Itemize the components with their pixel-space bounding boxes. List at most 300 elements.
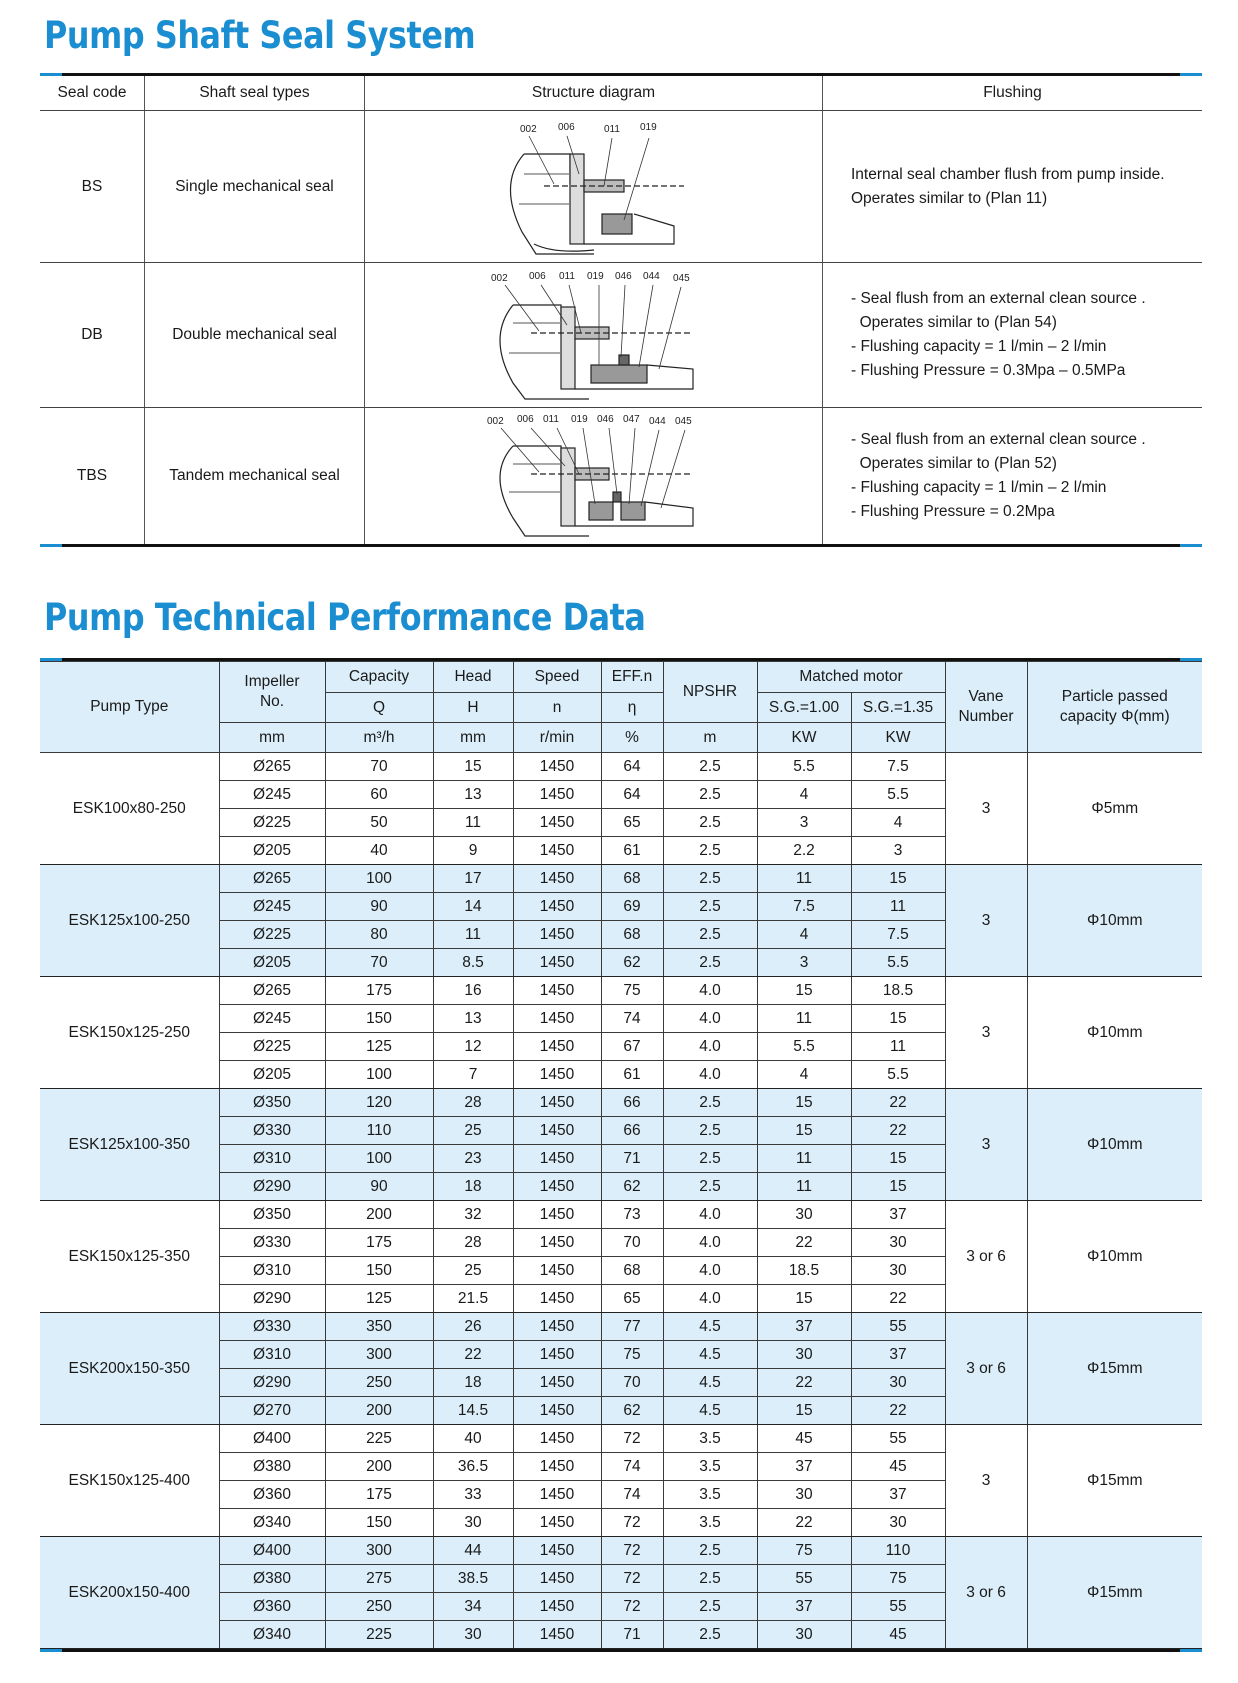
eff-cell: 77 <box>601 1313 663 1341</box>
particle-cell: Φ5mm <box>1027 753 1202 865</box>
capacity-cell: 110 <box>325 1117 433 1145</box>
speed-cell: 1450 <box>513 753 601 781</box>
flushing-line: Operates similar to (Plan 54) <box>851 314 1057 331</box>
seal-row-db <box>40 263 1202 408</box>
motor-sg2-cell: 15 <box>851 1173 945 1201</box>
speed-cell: 1450 <box>513 1565 601 1593</box>
head-cell: 15 <box>433 753 513 781</box>
header-h: H <box>433 693 513 723</box>
capacity-cell: 70 <box>325 949 433 977</box>
structure-diagram-tbs <box>365 408 823 544</box>
head-cell: 17 <box>433 865 513 893</box>
head-cell: 28 <box>433 1089 513 1117</box>
header-matched-motor: Matched motor <box>757 662 945 693</box>
capacity-cell: 90 <box>325 1173 433 1201</box>
flushing-line: - Flushing capacity = 1 l/min – 2 l/min <box>851 479 1107 496</box>
motor-sg1-cell: 15 <box>757 1117 851 1145</box>
speed-cell: 1450 <box>513 865 601 893</box>
motor-sg2-cell: 18.5 <box>851 977 945 1005</box>
motor-sg1-cell: 4 <box>757 781 851 809</box>
single-seal-diagram <box>484 114 704 260</box>
table-row <box>40 1201 1202 1229</box>
seal-table <box>40 73 1202 547</box>
head-cell: 32 <box>433 1201 513 1229</box>
head-cell: 9 <box>433 837 513 865</box>
capacity-cell: 70 <box>325 753 433 781</box>
eff-cell: 65 <box>601 809 663 837</box>
vane-number-cell: 3 <box>945 1089 1027 1201</box>
motor-sg1-cell: 30 <box>757 1481 851 1509</box>
particle-cell: Φ15mm <box>1027 1425 1202 1537</box>
header-n: n <box>513 693 601 723</box>
impeller-cell: Ø330 <box>219 1229 325 1257</box>
pump-type-cell: ESK150x125-350 <box>40 1201 219 1313</box>
pump-type-cell: ESK125x100-350 <box>40 1089 219 1201</box>
motor-sg2-cell: 5.5 <box>851 781 945 809</box>
speed-cell: 1450 <box>513 809 601 837</box>
motor-sg2-cell: 30 <box>851 1229 945 1257</box>
pump-type-cell: ESK200x150-400 <box>40 1537 219 1649</box>
npshr-cell: 3.5 <box>663 1481 757 1509</box>
motor-sg1-cell: 30 <box>757 1201 851 1229</box>
motor-sg2-cell: 7.5 <box>851 921 945 949</box>
motor-sg2-cell: 15 <box>851 865 945 893</box>
npshr-cell: 3.5 <box>663 1425 757 1453</box>
eff-cell: 66 <box>601 1117 663 1145</box>
speed-cell: 1450 <box>513 1285 601 1313</box>
impeller-cell: Ø400 <box>219 1537 325 1565</box>
tandem-seal-diagram <box>479 410 709 542</box>
motor-sg2-cell: 22 <box>851 1285 945 1313</box>
table-top-rule <box>40 73 1202 76</box>
motor-sg1-cell: 18.5 <box>757 1257 851 1285</box>
part-label: 044 <box>642 271 660 282</box>
speed-cell: 1450 <box>513 1593 601 1621</box>
header-pump-type: Pump Type <box>40 662 219 753</box>
motor-sg1-cell: 15 <box>757 1285 851 1313</box>
head-cell: 44 <box>433 1537 513 1565</box>
motor-sg1-cell: 4 <box>757 1061 851 1089</box>
motor-sg1-cell: 15 <box>757 1089 851 1117</box>
structure-diagram-bs <box>365 111 823 262</box>
speed-cell: 1450 <box>513 837 601 865</box>
impeller-cell: Ø360 <box>219 1481 325 1509</box>
eff-cell: 74 <box>601 1005 663 1033</box>
vane-number-cell: 3 <box>945 1425 1027 1537</box>
motor-sg1-cell: 3 <box>757 949 851 977</box>
part-label: 011 <box>603 123 620 135</box>
eff-cell: 64 <box>601 753 663 781</box>
npshr-cell: 2.5 <box>663 893 757 921</box>
flushing-cell <box>823 408 1202 544</box>
eff-cell: 61 <box>601 837 663 865</box>
npshr-cell: 2.5 <box>663 1593 757 1621</box>
motor-sg2-cell: 55 <box>851 1593 945 1621</box>
capacity-cell: 125 <box>325 1285 433 1313</box>
header-particle: Particle passed capacity Φ(mm) <box>1027 662 1202 753</box>
speed-cell: 1450 <box>513 1061 601 1089</box>
header-seal-code: Seal code <box>40 76 145 110</box>
motor-sg2-cell: 75 <box>851 1565 945 1593</box>
motor-sg1-cell: 30 <box>757 1621 851 1649</box>
unit-pct: % <box>601 723 663 753</box>
table-row <box>40 1313 1202 1341</box>
impeller-cell: Ø340 <box>219 1509 325 1537</box>
npshr-cell: 4.5 <box>663 1369 757 1397</box>
npshr-cell: 4.0 <box>663 1257 757 1285</box>
motor-sg2-cell: 37 <box>851 1481 945 1509</box>
pump-type-cell: ESK100x80-250 <box>40 753 219 865</box>
npshr-cell: 4.5 <box>663 1397 757 1425</box>
motor-sg2-cell: 55 <box>851 1313 945 1341</box>
motor-sg1-cell: 75 <box>757 1537 851 1565</box>
part-label: 011 <box>542 414 559 425</box>
speed-cell: 1450 <box>513 921 601 949</box>
npshr-cell: 4.0 <box>663 1061 757 1089</box>
seal-code: DB <box>40 263 145 407</box>
head-cell: 30 <box>433 1509 513 1537</box>
npshr-cell: 4.0 <box>663 1005 757 1033</box>
motor-sg1-cell: 11 <box>757 1173 851 1201</box>
motor-sg1-cell: 7.5 <box>757 893 851 921</box>
capacity-cell: 80 <box>325 921 433 949</box>
impeller-cell: Ø205 <box>219 949 325 977</box>
impeller-cell: Ø245 <box>219 893 325 921</box>
header-flushing: Flushing <box>983 84 1042 101</box>
impeller-cell: Ø330 <box>219 1313 325 1341</box>
capacity-cell: 200 <box>325 1453 433 1481</box>
pump-type-cell: ESK150x125-400 <box>40 1425 219 1537</box>
performance-data-table <box>40 661 1202 1649</box>
eff-cell: 72 <box>601 1565 663 1593</box>
header-npshr: NPSHR <box>663 662 757 723</box>
motor-sg2-cell: 37 <box>851 1201 945 1229</box>
table-row <box>40 1089 1202 1117</box>
part-label: 019 <box>639 121 657 133</box>
capacity-cell: 350 <box>325 1313 433 1341</box>
head-cell: 7 <box>433 1061 513 1089</box>
head-cell: 26 <box>433 1313 513 1341</box>
capacity-cell: 100 <box>325 1061 433 1089</box>
capacity-cell: 200 <box>325 1201 433 1229</box>
eff-cell: 72 <box>601 1537 663 1565</box>
vane-number-cell: 3 <box>945 753 1027 865</box>
capacity-cell: 250 <box>325 1593 433 1621</box>
motor-sg1-cell: 22 <box>757 1369 851 1397</box>
npshr-cell: 4.5 <box>663 1341 757 1369</box>
npshr-cell: 2.5 <box>663 1089 757 1117</box>
header-speed: Speed <box>513 662 601 693</box>
flushing-line: - Flushing Pressure = 0.3Mpa – 0.5MPa <box>851 362 1126 379</box>
capacity-cell: 225 <box>325 1621 433 1649</box>
seal-table-header <box>40 76 1202 111</box>
npshr-cell: 4.5 <box>663 1313 757 1341</box>
unit-rmin: r/min <box>513 723 601 753</box>
eff-cell: 67 <box>601 1033 663 1061</box>
unit-mm: mm <box>433 723 513 753</box>
capacity-cell: 275 <box>325 1565 433 1593</box>
speed-cell: 1450 <box>513 893 601 921</box>
part-label: 006 <box>516 414 534 425</box>
npshr-cell: 4.0 <box>663 1201 757 1229</box>
impeller-cell: Ø380 <box>219 1453 325 1481</box>
motor-sg2-cell: 45 <box>851 1453 945 1481</box>
capacity-cell: 175 <box>325 1229 433 1257</box>
pump-type-cell: ESK125x100-250 <box>40 865 219 977</box>
capacity-cell: 150 <box>325 1005 433 1033</box>
part-label: 002 <box>519 123 537 135</box>
speed-cell: 1450 <box>513 1117 601 1145</box>
double-seal-diagram <box>479 265 709 405</box>
seal-section-title: Pump Shaft Seal System <box>44 14 476 57</box>
motor-sg1-cell: 5.5 <box>757 753 851 781</box>
speed-cell: 1450 <box>513 1173 601 1201</box>
eff-cell: 62 <box>601 1397 663 1425</box>
motor-sg1-cell: 45 <box>757 1425 851 1453</box>
motor-sg2-cell: 7.5 <box>851 753 945 781</box>
eff-cell: 71 <box>601 1621 663 1649</box>
flushing-cell <box>823 263 1202 407</box>
part-label: 044 <box>648 416 666 427</box>
table-row <box>40 865 1202 893</box>
table-bottom-rule <box>40 1649 1202 1652</box>
capacity-cell: 100 <box>325 1145 433 1173</box>
particle-cell: Φ15mm <box>1027 1537 1202 1649</box>
eff-cell: 66 <box>601 1089 663 1117</box>
impeller-cell: Ø310 <box>219 1257 325 1285</box>
head-cell: 11 <box>433 809 513 837</box>
flushing-line: - Flushing Pressure = 0.2Mpa <box>851 503 1055 520</box>
speed-cell: 1450 <box>513 1509 601 1537</box>
header-sg1: S.G.=1.00 <box>757 693 851 723</box>
head-cell: 34 <box>433 1593 513 1621</box>
head-cell: 14 <box>433 893 513 921</box>
npshr-cell: 2.5 <box>663 1565 757 1593</box>
motor-sg2-cell: 5.5 <box>851 1061 945 1089</box>
head-cell: 25 <box>433 1117 513 1145</box>
motor-sg1-cell: 15 <box>757 1397 851 1425</box>
npshr-cell: 2.5 <box>663 781 757 809</box>
speed-cell: 1450 <box>513 977 601 1005</box>
perf-section-title: Pump Technical Performance Data <box>44 596 646 639</box>
head-cell: 23 <box>433 1145 513 1173</box>
capacity-cell: 40 <box>325 837 433 865</box>
pump-type-cell: ESK200x150-350 <box>40 1313 219 1425</box>
npshr-cell: 2.5 <box>663 1537 757 1565</box>
speed-cell: 1450 <box>513 1313 601 1341</box>
speed-cell: 1450 <box>513 1089 601 1117</box>
motor-sg2-cell: 37 <box>851 1341 945 1369</box>
eff-cell: 61 <box>601 1061 663 1089</box>
seal-type: Single mechanical seal <box>145 111 365 262</box>
part-label: 011 <box>558 271 575 282</box>
impeller-cell: Ø245 <box>219 781 325 809</box>
part-label: 002 <box>490 273 508 284</box>
header-head: Head <box>433 662 513 693</box>
capacity-cell: 150 <box>325 1257 433 1285</box>
header-eff: EFF.n <box>601 662 663 693</box>
motor-sg2-cell: 5.5 <box>851 949 945 977</box>
flushing-line: - Flushing capacity = 1 l/min – 2 l/min <box>851 338 1107 355</box>
table-top-rule <box>40 658 1202 661</box>
eff-cell: 74 <box>601 1453 663 1481</box>
motor-sg2-cell: 45 <box>851 1621 945 1649</box>
npshr-cell: 3.5 <box>663 1509 757 1537</box>
speed-cell: 1450 <box>513 1481 601 1509</box>
impeller-cell: Ø205 <box>219 837 325 865</box>
header-capacity: Capacity <box>325 662 433 693</box>
motor-sg1-cell: 55 <box>757 1565 851 1593</box>
motor-sg1-cell: 30 <box>757 1341 851 1369</box>
speed-cell: 1450 <box>513 1453 601 1481</box>
npshr-cell: 2.5 <box>663 865 757 893</box>
motor-sg1-cell: 3 <box>757 809 851 837</box>
speed-cell: 1450 <box>513 1033 601 1061</box>
motor-sg1-cell: 15 <box>757 977 851 1005</box>
motor-sg2-cell: 30 <box>851 1257 945 1285</box>
performance-table <box>40 658 1202 1652</box>
table-row <box>40 1425 1202 1453</box>
head-cell: 14.5 <box>433 1397 513 1425</box>
motor-sg2-cell: 30 <box>851 1369 945 1397</box>
npshr-cell: 4.0 <box>663 977 757 1005</box>
impeller-cell: Ø265 <box>219 977 325 1005</box>
header-eta: η <box>601 693 663 723</box>
impeller-cell: Ø310 <box>219 1341 325 1369</box>
motor-sg1-cell: 37 <box>757 1453 851 1481</box>
part-label: 019 <box>586 271 604 282</box>
head-cell: 18 <box>433 1173 513 1201</box>
flushing-cell <box>823 111 1202 262</box>
seal-type: Tandem mechanical seal <box>145 408 365 544</box>
eff-cell: 68 <box>601 921 663 949</box>
particle-cell: Φ15mm <box>1027 1313 1202 1425</box>
pump-type-cell: ESK150x125-250 <box>40 977 219 1089</box>
unit-kw: KW <box>757 723 851 753</box>
unit-kw: KW <box>851 723 945 753</box>
table-row <box>40 1537 1202 1565</box>
part-label: 045 <box>672 273 690 284</box>
header-q: Q <box>325 693 433 723</box>
speed-cell: 1450 <box>513 1257 601 1285</box>
speed-cell: 1450 <box>513 1341 601 1369</box>
unit-m3h: m³/h <box>325 723 433 753</box>
vane-number-cell: 3 or 6 <box>945 1537 1027 1649</box>
part-label: 006 <box>528 271 546 282</box>
eff-cell: 68 <box>601 865 663 893</box>
capacity-cell: 175 <box>325 1481 433 1509</box>
impeller-cell: Ø270 <box>219 1397 325 1425</box>
table-row <box>40 977 1202 1005</box>
seal-code: BS <box>40 111 145 262</box>
eff-cell: 64 <box>601 781 663 809</box>
capacity-cell: 175 <box>325 977 433 1005</box>
speed-cell: 1450 <box>513 1397 601 1425</box>
impeller-cell: Ø225 <box>219 809 325 837</box>
motor-sg2-cell: 30 <box>851 1509 945 1537</box>
eff-cell: 69 <box>601 893 663 921</box>
npshr-cell: 2.5 <box>663 1117 757 1145</box>
header-vane-number: Vane Number <box>945 662 1027 753</box>
npshr-cell: 2.5 <box>663 1621 757 1649</box>
head-cell: 30 <box>433 1621 513 1649</box>
speed-cell: 1450 <box>513 781 601 809</box>
eff-cell: 72 <box>601 1593 663 1621</box>
head-cell: 38.5 <box>433 1565 513 1593</box>
head-cell: 13 <box>433 1005 513 1033</box>
table-row <box>40 753 1202 781</box>
motor-sg1-cell: 22 <box>757 1509 851 1537</box>
head-cell: 33 <box>433 1481 513 1509</box>
impeller-cell: Ø360 <box>219 1593 325 1621</box>
head-cell: 21.5 <box>433 1285 513 1313</box>
part-label: 046 <box>614 271 632 282</box>
impeller-cell: Ø330 <box>219 1117 325 1145</box>
capacity-cell: 125 <box>325 1033 433 1061</box>
impeller-cell: Ø350 <box>219 1089 325 1117</box>
head-cell: 40 <box>433 1425 513 1453</box>
eff-cell: 62 <box>601 949 663 977</box>
npshr-cell: 2.5 <box>663 809 757 837</box>
motor-sg2-cell: 11 <box>851 1033 945 1061</box>
eff-cell: 75 <box>601 1341 663 1369</box>
impeller-cell: Ø340 <box>219 1621 325 1649</box>
part-label: 002 <box>486 416 504 427</box>
speed-cell: 1450 <box>513 1425 601 1453</box>
head-cell: 36.5 <box>433 1453 513 1481</box>
head-cell: 25 <box>433 1257 513 1285</box>
impeller-cell: Ø205 <box>219 1061 325 1089</box>
speed-cell: 1450 <box>513 1145 601 1173</box>
motor-sg2-cell: 4 <box>851 809 945 837</box>
table-bottom-rule <box>40 544 1202 547</box>
impeller-cell: Ø290 <box>219 1285 325 1313</box>
eff-cell: 71 <box>601 1145 663 1173</box>
speed-cell: 1450 <box>513 1005 601 1033</box>
flushing-line: Operates similar to (Plan 11) <box>851 189 1048 207</box>
flushing-line: - Seal flush from an external clean source . <box>851 431 1146 448</box>
head-cell: 28 <box>433 1229 513 1257</box>
impeller-cell: Ø265 <box>219 865 325 893</box>
flushing-line: Internal seal chamber flush from pump inside. <box>851 165 1165 183</box>
npshr-cell: 2.5 <box>663 1173 757 1201</box>
head-cell: 13 <box>433 781 513 809</box>
motor-sg1-cell: 37 <box>757 1593 851 1621</box>
capacity-cell: 225 <box>325 1425 433 1453</box>
npshr-cell: 4.0 <box>663 1229 757 1257</box>
speed-cell: 1450 <box>513 1621 601 1649</box>
impeller-cell: Ø380 <box>219 1565 325 1593</box>
npshr-cell: 2.5 <box>663 837 757 865</box>
seal-row-tbs <box>40 408 1202 544</box>
part-label: 006 <box>557 121 575 133</box>
vane-number-cell: 3 <box>945 977 1027 1089</box>
head-cell: 12 <box>433 1033 513 1061</box>
motor-sg2-cell: 3 <box>851 837 945 865</box>
flushing-line: Operates similar to (Plan 52) <box>851 455 1057 472</box>
motor-sg1-cell: 37 <box>757 1313 851 1341</box>
eff-cell: 73 <box>601 1201 663 1229</box>
motor-sg1-cell: 4 <box>757 921 851 949</box>
npshr-cell: 2.5 <box>663 921 757 949</box>
performance-table-body <box>40 753 1202 1649</box>
eff-cell: 70 <box>601 1369 663 1397</box>
motor-sg2-cell: 11 <box>851 893 945 921</box>
structure-diagram-db <box>365 263 823 407</box>
impeller-cell: Ø350 <box>219 1201 325 1229</box>
unit-m: m <box>663 723 757 753</box>
part-label: 047 <box>622 414 640 425</box>
